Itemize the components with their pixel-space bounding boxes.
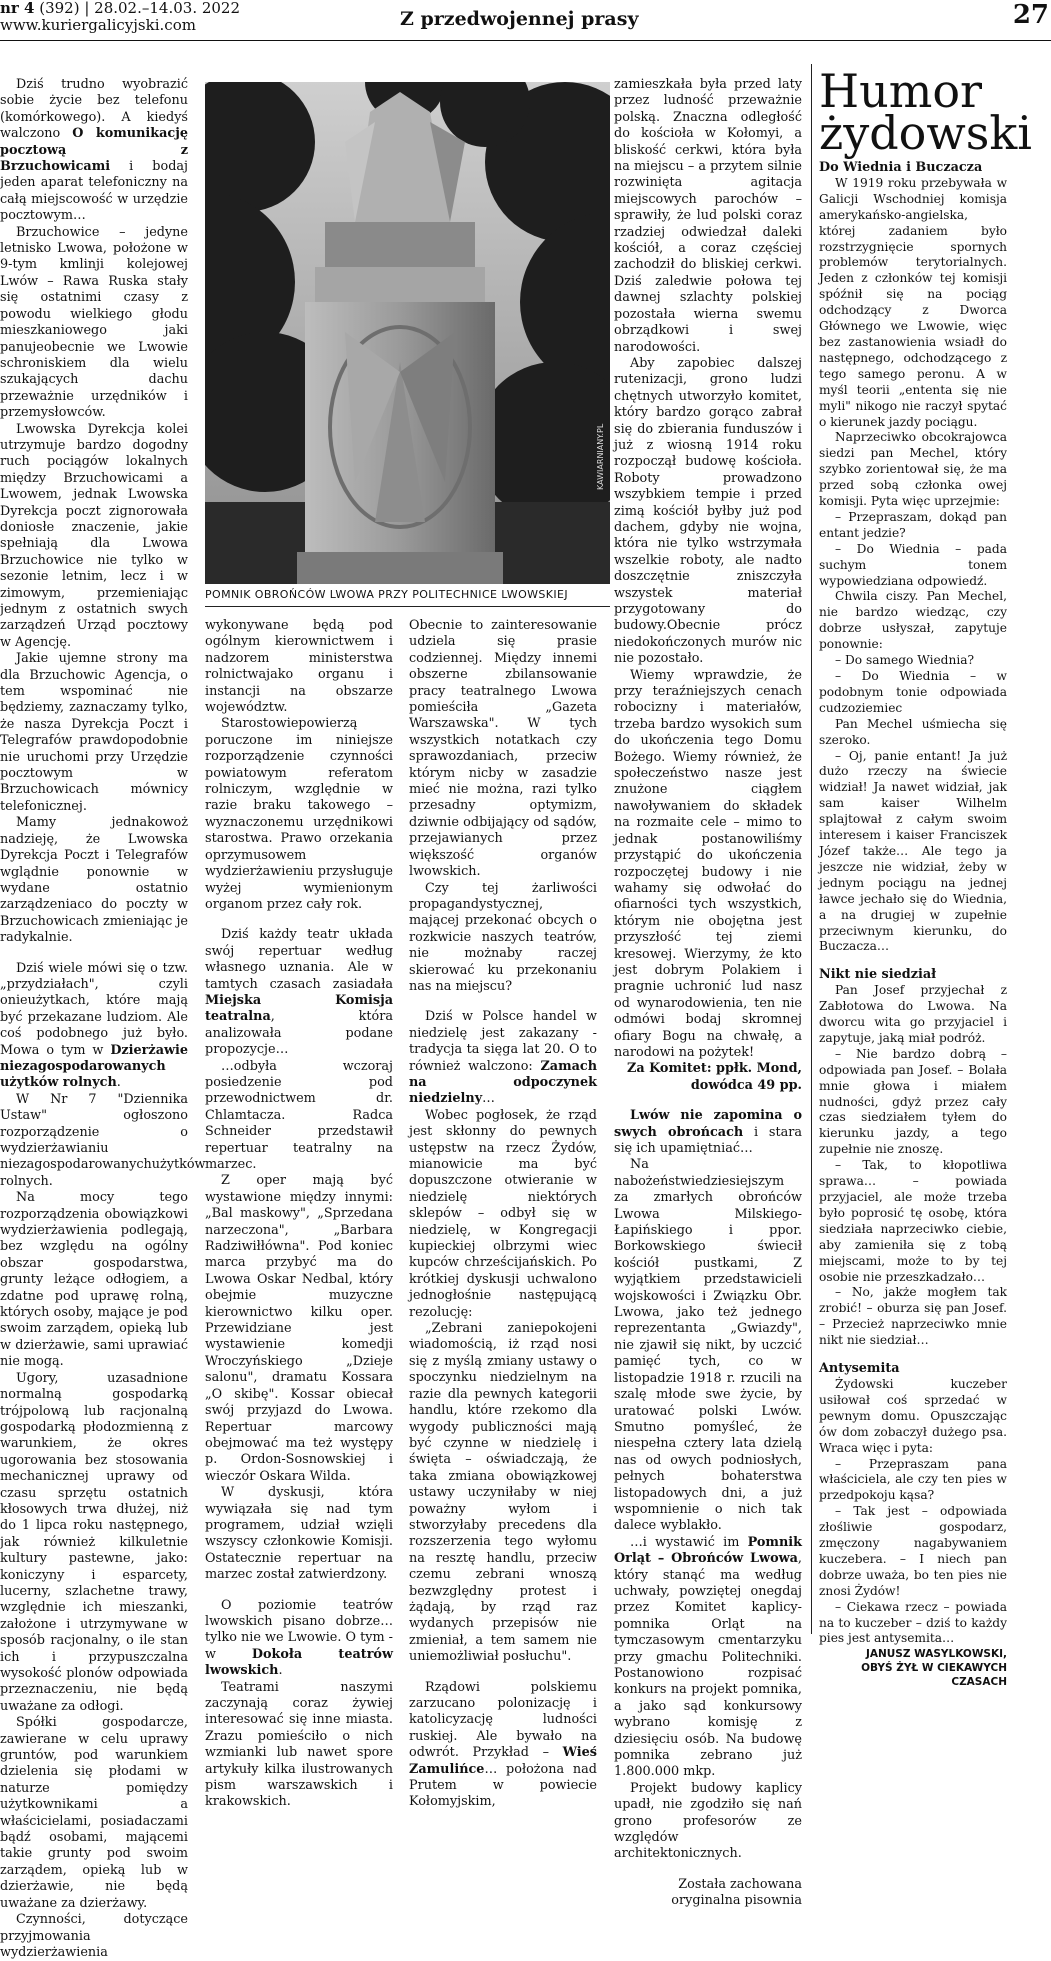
paragraph: – Tak jest – odpowiada złośliwie gospodarz, zmęczony nagabywaniem kuczebera. – I niech pan dobrze uważa, bo ten pies nie znosi Żydów! [819, 1504, 1007, 1598]
column-4 [614, 77, 802, 1910]
paragraph: – Ciekawa rzecz – powiada na to kuczeber – dziś to każdy pies jest antysemita… [819, 1599, 1007, 1646]
photo-credit: KAWIARNIANY.PL [596, 423, 605, 490]
paragraph: Na nabożeństwiedziesiejszym za zmarłych obrońców Lwowa Milskiego-Łapińskiego i ppor. Borkowskiego świecił kościół pustkami, Z wyjątkiem przedstawicieli wojskowości i Związku Obr. Lwowa, jako też jednego reprezentanta „Gwiazdy", nie zjawił się nikt, by uczcić pamięć tych, co w listopadzie 1918 r. rzucili na szalę młode swe życie, by uratować polski Lwów. Smutno pomyśleć, że niespełna cztery lata dzielą nas od owych podniosłych, pełnych bohaterstwa listopadowych dni, a już wspomnienie o nich tak dalece wyblakło. [614, 1157, 802, 1534]
paragraph: Czynności, dotyczące przyjmowania wydzierżawienia [0, 1912, 188, 1960]
spelling-note: Została zachowana oryginalna pisownia [671, 1876, 802, 1909]
paragraph: – Przepraszam pana właściciela, ale czy ten pies w przedpokoju kąsa? [819, 1456, 1007, 1503]
paragraph: Pan Mechel uśmiecha się szeroko. [819, 716, 1007, 747]
paragraph: – Do Wiednia – pada suchym tonem wypowiedziana odpowiedź. [819, 541, 1007, 588]
paragraph: – Do samego Wiednia? [835, 653, 975, 668]
paragraph: – Przepraszam, dokąd pan entant jedzie? [819, 509, 1007, 540]
masthead-left [0, 0, 240, 34]
paragraph: – Do Wiednia – w podobnym tonie odpowiada cudzoziemiec [819, 669, 1007, 715]
paragraph: …odbyła wczoraj posiedzenie pod przewodnictwem dr. Chlamtacza. Radca Schneider przedstawił repertuar teatralny na marzec. [205, 1058, 393, 1172]
header-rule [0, 40, 1051, 41]
paragraph: Rządowi polskiemu zarzucano polonizację i katolicyzację ludności ruskiej. Ale bywało na odwrót. Przykład – Wieś Zamulińce… położona nad Prutem w powiecie Kołomyjskim, [409, 1679, 597, 1810]
paragraph: Brzuchowice – jedyne letnisko Lwowa, położone w 9-tym kmlinji kolejowej Lwów – Rawa Ruska stały się ostatnimi czasy z powodu wielkiego głodu mieszkaniowego jaki panujeobecnie we Lwowie schroniskiem dla wielu szukających dachu przeważnie urzędników i przemysłowców. [0, 224, 188, 421]
humor-column [819, 64, 1032, 1689]
joke-title: Antysemita [819, 1361, 900, 1377]
monument-photo [205, 82, 610, 584]
paragraph: Lwów nie zapomina o swych obrońcach i stara się ich upamiętniać… [614, 1108, 802, 1156]
paragraph: W 1919 roku przebywała w Galicji Wschodniej komisja amerykańsko-angielska, której zadaniem było rozstrzygnięcie spornych problemów terytorialnych. Jeden z członków tej komisji spóźnił się na pociąg odchodzący z Dworca Głównego we Lwowie, więc bez zastanowienia wsiadł do następnego, odchodzącego z tego samego peronu. A w myśl teorii „ententa się nie myli" nikogo nie raczył spytać o kierunek jazdy pociągu. [819, 175, 1007, 429]
paragraph: Projekt budowy kaplicy upadł, nie zgodziło się nań grono profesorów ze względów architektonicznych. [614, 1780, 802, 1862]
website-url[interactable]: www.kuriergalicyjski.com [0, 16, 196, 34]
paragraph: zamieszkała była przed laty przez ludność przeważnie polską. Znaczna odległość do kościoła w Kołomyi, a bliskość cerkwi, która była na miejscu – a przytem silnie rozwinięta agitacja miejscowych parochów – sprawiły, że lud polski coraz rzadziej odwiedzał daleki kościół, a coraz częściej zachodził do bliskiej cerkwi. Dziś zaledwie połowa tej dawnej szlachty polskiej pozostała wierna swemu obrządkowi i swej narodowości. [614, 77, 802, 355]
paragraph: Pan Josef przyjechał z Zabłotowa do Lwowa. Na dworcu wita go przyjaciel i zapytuje, jaką miał podróż. [819, 983, 1007, 1045]
signature: Za Komitet: ppłk. Mond, dowódca 49 pp. [626, 1061, 802, 1093]
column-3 [409, 618, 597, 1811]
paragraph: – No, jakże mogłem tak zrobić! – oburza się pan Josef. – Przecież naprzeciwko mnie nikt nie siedział… [819, 1285, 1007, 1348]
paragraph: Dziś każdy teatr układa swój repertuar według własnego uznania. Ale w tamtych czasach zasiadała Miejska Komisja teatralna, która analizowała podane propozycje… [205, 927, 393, 1058]
paragraph: Naprzeciwko obcokrajowca siedzi pan Mechel, który szybko zorientował się, że ma przed sobą członka owej komisji. Pyta więc uprzejmie: [819, 430, 1007, 509]
paragraph: wykonywane będą pod ogólnym kierownictwem i nadzorem ministerstwa rolnictwajako organu i instancji na obszarze województw. [205, 618, 393, 716]
joke-title: Do Wiednia i Buczacza [819, 160, 983, 175]
monument-illustration [205, 82, 610, 584]
paragraph: Starostowiepowierzą poruczone im niniejsze rozporządzenie czynności powiatowym referatom rolniczym, względnie w razie braku takowego – wyznaczonemu urzędnikowi starostwa. Prawo orzekania oprzymusowem wydzierżawieniu przysługuje wyżej wymienionym organom przez cały rok. [205, 716, 393, 912]
paragraph: Aby zapobiec dalszej rutenizacji, grono ludzi chętnych utworzyło komitet, który bardzo gorąco zabrał się do zbierania funduszów i już z wiosną 1914 roku rozpoczął budowę kościoła. Roboty prowadzono wszybkiem tempie i przed zimą kościół byłby już pod dachem, gdyby nie wojna, która nie tylko wstrzymała wszelkie roboty, ale nadto doszczętnie zniszczyła wszystek materiał przygotowany do budowy.Obecnie prócz niedokończonych murów nic nie pozostało. [614, 355, 802, 667]
paragraph: W dyskusji, która wywiązała się nad tym programem, udział wzięli wszyscy członkowie Komisji. Ostatecznie repertuar na marzec został zatwierdzony. [205, 1485, 393, 1583]
paragraph: Na mocy tego rozporządzenia obowiązkowi wydzierżawienia podlegają, bez względu na ogólny obszar gospodarstwa, grunty leżące odłogiem, a zdatne pod uprawę rolną, których osoby, mające je pod swoim zarządem, opieką lub w dzierżawie, sami uprawiać nie mogą. [0, 1190, 188, 1370]
paragraph: Obecnie to zainteresowanie udziela się prasie codziennej. Między innemi obszerne zbilansowanie pracy teatralnego Lwowa pomieściła „Gazeta Warszawska". W tych wszystkich notatkach czy sprawozdaniach, przeciw którym nicby w zasadzie mieć nie można, razi tylko przesadny optymizm, dziwnie odbijający od sądów, przejawianych przez większość organów lwowskich. [409, 618, 597, 880]
page-number: 27 [1012, 0, 1049, 30]
author-source: OBYŚ ŻYŁ W CIEKAWYCH CZASACH [861, 1662, 1007, 1689]
photo-caption: POMNIK OBROŃCÓW LWOWA PRZY POLITECHNICE LWOWSKIEJ [205, 588, 569, 601]
paragraph: Chwila ciszy. Pan Mechel, nie bardzo wiedząc, czy dobrze usłyszał, zapytuje ponownie: [819, 589, 1007, 652]
paragraph: Dziś w Polsce handel w niedzielę jest zakazany - tradycja ta sięga lat 20. O to również walczono: Zamach na odpoczynek niedzielny… [409, 1009, 597, 1107]
paragraph: Ugory, uzasadnione normalną gospodarką trójpolową lub racjonalną gospodarką płodozmienną z warunkiem, że okres ugorowania bez stosowania mechanicznej uprawy od czasu sprzętu ostatnich kłosowych trwa dłużej, niż do 1 lipca roku następnego, jak również kilkuletnie kultury pastewne, jako: koniczyny i esparcety, lucerny, szlachetne trawy, względnie ich mieszanki, założone i utrzymywane w sposób racjonalny, o ile stan ich i przypuszczalna wysokość plonów odpowiada przeznaczeniu, nie będą uważane za odłogi. [0, 1370, 188, 1714]
paragraph: Dziś trudno wyobrazić sobie życie bez telefonu (komórkowego). A kiedyś walczono O komunikację pocztową z Brzuchowicami i bodaj jeden aparat telefoniczny na całą miejscowość w urzędzie pocztowym… [0, 77, 188, 224]
section-title: Z przedwojennej prasy [400, 8, 639, 30]
paragraph: O poziomie teatrów lwowskich pisano dobrze… tylko nie we Lwowie. O tym - w Dokoła teatrów lwowskich. [205, 1597, 393, 1679]
paragraph: Spółki gospodarcze, zawierane w celu uprawy gruntów, pod warunkiem dzielenia się płodami w naturze pomiędzy użytkownikami a właścicielami, posiadaczami bądź osobami, mającemi takie grunty pod swoim zarządem, opieką lub w dzierżawie, nie będą uważane za dzierżawy. [0, 1715, 188, 1911]
paragraph: Z oper mają być wystawione między innymi: „Bal maskowy", „Sprzedana narzeczona", „Barbara Radziwiłłówna". Pod koniec marca przybyć ma do Lwowa Oskar Nedbal, który obejmie muzyczne kierownictwo kilku oper. Przewidziane jest wystawienie komedji Wroczyńskiego „Dzieje salonu", dramatu Kossara „O skibę". Kossar obiecał swój przyjazd do Lwowa. Repertuar marcowy obejmować ma też występy p. Ordon-Sosnowskiej i wieczór Oskara Wilda. [205, 1173, 393, 1484]
paragraph: Wiemy wprawdzie, że przy teraźniejszych cenach robocizny i materiałów, trzeba bardzo wysokich sum do ukończenia tego Domu Bożego. Wiemy również, że społeczeństwo nasze jest znużone ciągłem nawoływaniem do składek na rozmaite cele – mimo to jednak postanowiliśmy przystąpić do ukończenia rozpoczętej budowy i nie wahamy się odwołać do ofiarności tych wszystkich, którym nie obojętna jest przyszłość tej ziemi kresowej. Wierzymy, że kto jest dobrym Polakiem i pragnie uchronić lud nasz od wynarodowienia, ten nie odmówi bodaj skromnej ofiary Bogu na chwałę, a narodowi na pożytek! [614, 667, 802, 1060]
paragraph: – Oj, panie entant! Ja już dużo rzeczy na świecie widział! Ja nawet widział, jak sam kaiser Wilhelm splajtował z całym swoim interesem i kaiser Franciszek Józef także… Ale tego ja jeszcze nie widział, żeby w jednym pociągu na jednej ławce jechało się do Wiednia, a na drugiej w zupełnie przeciwnym kierunku, do Buczacza… [819, 748, 1007, 954]
author-name: JANUSZ WASYLKOWSKI, [865, 1648, 1007, 1661]
paragraph: Jakie ujemne strony ma dla Brzuchowic Agencja, o tem wspominać nie będziemy, zaznaczamy tylko, że nasza Dyrekcja Poczt i Telegrafów prawdopodobnie nie uruchomi przy Urzędzie pocztowym w Brzuchowicach mównicy telefonicznej. [0, 651, 188, 814]
paragraph: Dziś wiele mówi się o tzw. „przydziałach", czyli onieużytkach, które mają być przekazane ludziom. Ale coś podobnego już było. Mowa o tym w Dzierżawie niezagospodarowanych użytków rolnych. [0, 960, 188, 1091]
paragraph: Czy tej żarliwości propagandystycznej, mającej przekonać obcych o rozkwicie naszych teatrów, nie możnaby raczej skierować ku przekonaniu nas na miejscu? [409, 880, 597, 994]
paragraph: W Nr 7 "Dziennika Ustaw" ogłoszono rozporządzenie o wydzierżawianiu niezagospodarowanychużytków rolnych. [0, 1091, 206, 1189]
paragraph: …i wystawić im Pomnik Orląt – Obrońców Lwowa, który stanąć ma według uchwały, powziętej onegdaj przez Komitet kaplicy-pomnika Orląt na tymczasowym cmentarzyku przy gmachu Politechniki. Postanowiono rozpisać konkurs na projekt pomnika, a jako sąd konkursowy wybrano komisję z dziesięciu osób. Na budowę pomnika zebrano już 1.800.000 mkp. [614, 1534, 802, 1780]
paragraph: Lwowska Dyrekcja kolei utrzymuje bardzo dogodny ruch pociągów lokalnych między Brzuchowicami a Lwowem, jednak Lwowska Dyrekcja poczt zignorowała doniosłe znaczenie, jakie spełniają dla Lwowa Brzuchowice nie tylko w sezonie letnim, lecz i w zimowym, przemieniając jednym z ostatnich swych zarządzeń Urząd pocztowy w Agencję. [0, 421, 188, 650]
column-1 [0, 77, 206, 1961]
paragraph: Wobec pogłosek, że rząd jest skłonny do pewnych ustępstw na rzecz Żydów, mianowicie ma być dopuszczone otwieranie w niedzielę niektórych sklepów – odbył się w niedzielę, w Kongregacji kupieckiej olbrzymi wiec kupców chrześcijańskich. Po krótkiej dyskusji uchwalono jednogłośnie następującą rezolucję: [409, 1107, 597, 1320]
issue-info: nr 4 (392) | 28.02.–14.03. 2022 [0, 0, 241, 17]
paragraph: Teatrami naszymi zaczynają coraz żywiej interesować się inne miasta. Zrazu pomieściło o nich wzmianki lub nawet spore artykuły kilka ilustrowanych pism warszawskich i krakowskich. [205, 1679, 393, 1810]
humor-title: Humor żydowski [819, 64, 1032, 160]
caption-rule [205, 606, 610, 607]
paragraph: Mamy jednakowoż nadzieję, że Lwowska Dyrekcja Poczt i Telegrafów wglądnie ponownie w wydane ostatnio zarządzeniaco do poczty w Brzuchowicach zmieniając je radykalnie. [0, 815, 188, 946]
column-2 [205, 618, 393, 1811]
column-divider [811, 64, 812, 1634]
joke-title: Nikt nie siedział [819, 967, 937, 983]
paragraph: Żydowski kuczeber usiłował coś sprzedać w pewnym domu. Opuszczając ów dom zobaczył dużego psa. Wraca więc i pyta: [819, 1376, 1007, 1455]
paragraph: – Tak, to kłopotliwa sprawa… – powiada przyjaciel, ale może trzeba było poprosić tę osobę, która siedziała naprzeciwko ciebie, aby zamieniła się z tobą miejscami, może to by tej osobie nie przeszkadzało… [819, 1158, 1007, 1284]
paragraph: „Zebrani zaniepokojeni wiadomością, iż rząd nosi się z myślą zmiany ustawy o spoczynku niedzielnym na razie dla pewnych kategorii handlu, które rzekomo dla wygody publiczności mają być czynne w niedzielę i święta – oświadczają, że taka zmiana obowiązkowej ustawy uczyniłaby w niej poważny wyłom i stworzyłaby precedens dla rozszerzenia tego wyłomu na resztę handlu, przeciw czemu zebrani wnoszą bezwzględny protest i żądają, by rząd raz wydanych przepisów nie zmieniał, a tem samem nie uniemożliwiał posłuchu". [409, 1321, 597, 1665]
paragraph: – Nie bardzo dobrą – odpowiada pan Josef. – Bolała mnie głowa i miałem nudności, gdyż przez cały czas siedziałem tyłem do kierunku jazdy, a tego zupełnie nie znoszę. [819, 1046, 1007, 1157]
